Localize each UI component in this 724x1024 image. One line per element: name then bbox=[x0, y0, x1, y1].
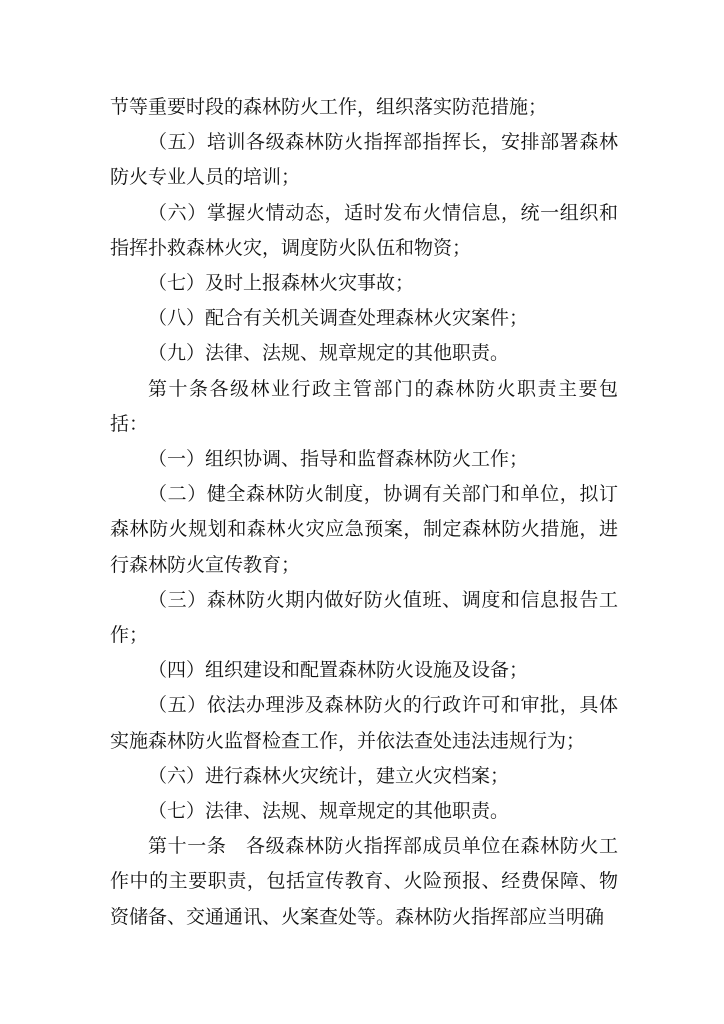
paragraph: （二）健全森林防火制度，协调有关部门和单位，拟订森林防火规划和森林火灾应急预案，制定森林防火措施，进行森林防火宣传教育； bbox=[110, 483, 618, 576]
paragraph: （六）进行森林火灾统计，建立火灾档案； bbox=[148, 764, 510, 787]
paragraph: （七）及时上报森林火灾事故； bbox=[148, 272, 415, 295]
paragraph: （三）森林防火期内做好防火值班、调度和信息报告工作； bbox=[110, 588, 618, 647]
paragraph: （九）法律、法规、规章规定的其他职责。 bbox=[148, 342, 510, 365]
document-body bbox=[110, 90, 618, 935]
article-heading-paragraph: 第十一条 各级森林防火指挥部成员单位在森林防火工作中的主要职责，包括宣传教育、火险预报、经费保障、物资储备、交通通讯、火案查处等。森林防火指挥部应当明确 bbox=[110, 835, 618, 928]
paragraph: （六）掌握火情动态，适时发布火情信息，统一组织和指挥扑救森林火灾，调度防火队伍和物资； bbox=[110, 201, 618, 259]
paragraph: （八）配合有关机关调查处理森林火灾案件； bbox=[148, 307, 529, 330]
paragraph: （七）法律、法规、规章规定的其他职责。 bbox=[148, 800, 510, 823]
paragraph: （四）组织建设和配置森林防火设施及设备； bbox=[148, 659, 529, 682]
paragraph: （五）依法办理涉及森林防火的行政许可和审批，具体实施森林防火监督检查工作，并依法查处违法违规行为； bbox=[110, 694, 618, 752]
article-heading-paragraph: 第十条各级林业行政主管部门的森林防火职责主要包括： bbox=[110, 377, 618, 435]
paragraph: （五）培训各级森林防火指挥部指挥长，安排部署森林防火专业人员的培训； bbox=[110, 131, 618, 189]
paragraph: （一）组织协调、指导和监督森林防火工作； bbox=[148, 448, 529, 471]
paragraph: 节等重要时段的森林防火工作，组织落实防范措施； bbox=[110, 96, 548, 118]
